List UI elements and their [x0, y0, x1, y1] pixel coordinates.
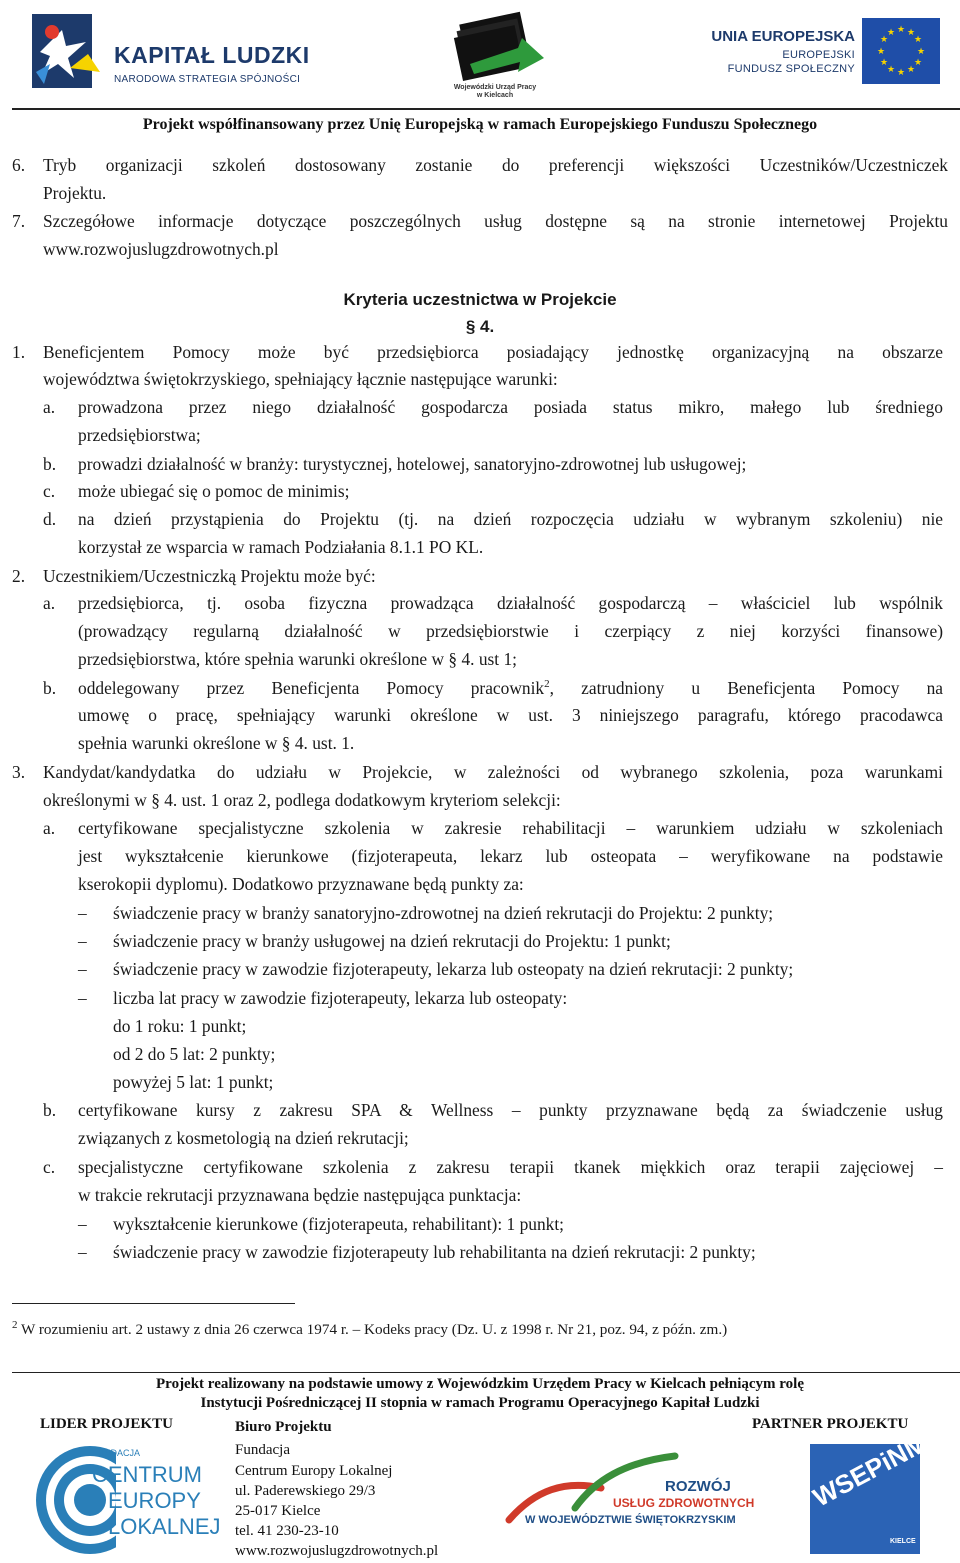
urzad-pracy-logo	[440, 8, 550, 98]
section-title: Kryteria uczestnictwa w Projekcie	[343, 290, 617, 309]
s2b-line1-b: , zatrudniony u Beneficjenta Pomocy na	[549, 678, 943, 698]
svg-text:★: ★	[913, 58, 923, 68]
item-7-number: 7.	[12, 211, 26, 231]
s1a-marker: a.	[43, 397, 56, 417]
s2a-line2: (prowadzący regularną działalność w przedsiębiorstwie i czerpiący z niej korzyści finansowe)	[78, 621, 943, 641]
urzad-pracy-line1: Wojewódzki Urząd Pracy	[453, 84, 537, 91]
item-6-number: 6.	[12, 155, 26, 175]
s1a-line2: przedsiębiorstwa;	[78, 425, 201, 445]
s3a-years-2: od 2 do 5 lat: 2 punkty;	[113, 1044, 276, 1064]
office-line-2: Centrum Europy Lokalnej	[235, 1463, 393, 1479]
s3a-dash-2: świadczenie pracy w branży usługowej na dzień rekrutacji do Projektu: 1 punkt;	[113, 931, 671, 951]
rozwoj-line2: USŁUG ZDROWOTNYCH	[613, 1496, 755, 1510]
svg-text:★: ★	[886, 65, 896, 75]
kapital-ludzki-subtitle: NARODOWA STRATEGIA SPÓJNOŚCI	[114, 74, 301, 85]
s2b-line2: umowę o pracę, spełniający warunki określone w ust. 3 niniejszego paragrafu, którego pracodawca	[78, 705, 943, 725]
office-line-5: tel. 41 230-23-10	[235, 1523, 339, 1539]
partner-label: PARTNER PROJEKTU	[752, 1416, 909, 1432]
section-number: § 4.	[465, 317, 495, 336]
s2b-line3: spełnia warunki określone w § 4. ust. 1.	[78, 733, 355, 753]
unia-europejska-title: UNIA EUROPEJSKA	[711, 28, 855, 45]
s2b-line1-a: oddelegowany przez Beneficjenta Pomocy pracownik	[78, 678, 545, 698]
kapital-ludzki-logo	[30, 12, 310, 90]
item-7-line1: Szczegółowe informacje dotyczące poszczególnych usług dostępne są na stronie internetowej Projektu	[43, 211, 948, 231]
s1-line1: Beneficjentem Pomocy może być przedsiębiorca posiadający jednostkę organizacyjną na obszarze	[43, 342, 943, 362]
s2-number: 2.	[12, 566, 26, 586]
s1d-line1: na dzień przystąpienia do Projektu (tj. na dzień rozpoczęcia udziału w wybranym szkoleniu) nie	[78, 509, 943, 529]
ceu-line4: LOKALNEJ	[108, 1514, 221, 1539]
s2-line1: Uczestnikiem/Uczestniczką Projektu może być:	[43, 566, 376, 586]
s2b-line1	[78, 677, 943, 699]
s3a-dash-4: liczba lat pracy w zawodzie fizjoterapeuty, lekarza lub osteopaty:	[113, 988, 568, 1008]
wsepinm-line1: WSEPiNM	[808, 1427, 932, 1513]
s2a-line1: przedsiębiorca, tj. osoba fizyczna prowadząca działalność gospodarczą – właściciel lub wspólnik	[78, 593, 943, 613]
footer-divider	[12, 1372, 960, 1373]
s3a-dash-1: świadczenie pracy w branży sanatoryjno-zdrowotnej na dzień rekrutacji do Projektu: 2 punkty;	[113, 903, 774, 923]
item-6-line2: Projektu.	[43, 183, 107, 203]
s1b-marker: b.	[43, 454, 57, 474]
s3a-years-3: powyżej 5 lat: 1 punkt;	[113, 1072, 274, 1092]
office-line-4: 25-017 Kielce	[235, 1503, 321, 1519]
rozwoj-line3: W WOJEWÓDZTWIE ŚWIĘTOKRZYSKIM	[525, 1514, 736, 1526]
svg-text:★: ★	[879, 58, 889, 68]
footnote	[12, 1318, 728, 1339]
s3c-line2: w trakcie rekrutacji przyznawana będzie następująca punktacja:	[78, 1185, 522, 1205]
dash-icon: –	[78, 931, 87, 951]
dash-icon: –	[78, 1242, 87, 1262]
kapital-ludzki-emblem-icon	[30, 12, 110, 90]
office-website-link[interactable]: www.rozwojuslugzdrowotnych.pl	[235, 1543, 439, 1559]
s2b-marker: b.	[43, 678, 57, 698]
svg-text:★: ★	[906, 65, 916, 75]
item-6-line1: Tryb organizacji szkoleń dostosowany zostanie do preferencji większości Uczestników/Uczestniczek	[43, 155, 948, 175]
urzad-pracy-line2: w Kielcach	[476, 92, 514, 99]
s1-line2: województwa świętokrzyskiego, spełniający łącznie następujące warunki:	[43, 369, 558, 389]
unia-fund-line2: FUNDUSZ SPOŁECZNY	[727, 63, 855, 75]
dash-icon: –	[78, 903, 87, 923]
footnote-text: W rozumieniu art. 2 ustawy z dnia 26 czerwca 1974 r. – Kodeks pracy (Dz. U. z 1998 r. Nr 21, poz. 94, z późn. zm.)	[17, 1321, 728, 1338]
dash-icon: –	[78, 988, 87, 1008]
s1c-marker: c.	[43, 481, 56, 501]
svg-text:★: ★	[896, 68, 906, 78]
s2a-line3: przedsiębiorstwa, które spełnia warunki określone w § 4. ust 1;	[78, 649, 518, 669]
ceu-line2: CENTRUM	[92, 1462, 202, 1487]
footnote-ref[interactable]: 2	[544, 678, 550, 691]
s1c-line1: może ubiegać się o pomoc de minimis;	[78, 481, 350, 501]
svg-text:★: ★	[913, 35, 923, 45]
s3b-marker: b.	[43, 1100, 57, 1120]
svg-text:★: ★	[916, 47, 926, 57]
s3a-line2: jest wykształcenie kierunkowe (fizjoterapeuta, lekarz lub osteopata – weryfikowane na podstawie	[78, 846, 943, 866]
s3c-dash-2: świadczenie pracy w zawodzie fizjoterapeuty lub rehabilitanta na dzień rekrutacji: 2 punkty;	[113, 1242, 756, 1262]
s3c-line1: specjalistyczne certyfikowane szkolenia z zakresu terapii tkanek miękkich oraz terapii zajęciowej –	[78, 1157, 943, 1177]
svg-text:★: ★	[896, 25, 906, 35]
svg-text:★: ★	[879, 35, 889, 45]
s3a-line3: kserokopii dyplomu). Dodatkowo przyznawane będą punkty za:	[78, 874, 524, 894]
footnote-number: 2	[12, 1318, 18, 1331]
s3a-line1: certyfikowane specjalistyczne szkolenia w zakresie rehabilitacji – warunkiem udziału w szkoleniach	[78, 818, 943, 838]
rozwoj-line1: ROZWÓJ	[665, 1478, 731, 1495]
office-line-1: Fundacja	[235, 1442, 290, 1458]
s3c-marker: c.	[43, 1157, 56, 1177]
s1-number: 1.	[12, 342, 26, 362]
s2a-marker: a.	[43, 593, 56, 613]
svg-text:★: ★	[876, 47, 886, 57]
ceu-line3: EUROPY	[108, 1488, 201, 1513]
unia-europejska-logo	[700, 18, 940, 88]
footnote-divider	[12, 1303, 295, 1304]
footer-caption-1: Projekt realizowany na podstawie umowy z Wojewódzkim Urzędem Pracy w Kielcach pełniącym rolę	[156, 1376, 804, 1392]
s3-number: 3.	[12, 762, 26, 782]
kapital-ludzki-title: KAPITAŁ LUDZKI	[114, 42, 310, 68]
unia-fund-line1: EUROPEJSKI	[782, 49, 855, 61]
svg-text:★: ★	[886, 28, 896, 38]
wsepinm-line2: KIELCE	[890, 1538, 916, 1545]
project-website-link[interactable]: www.rozwojuslugzdrowotnych.pl	[43, 239, 279, 259]
svg-text:★: ★	[906, 28, 916, 38]
eu-stars-icon	[862, 18, 940, 84]
urzad-pracy-emblem-icon	[440, 8, 550, 84]
centrum-europy-lokalnej-logo	[30, 1440, 221, 1558]
s3b-line2: związanych z kosmetologią na dzień rekrutacji;	[78, 1128, 409, 1148]
ceu-line1: FUNDACJA	[92, 1448, 141, 1458]
s3-line1: Kandydat/kandydatka do udziału w Projekcie, w zależności od wybranego szkolenia, poza warunkami	[43, 762, 943, 782]
s3-line2: określonymi w § 4. ust. 1 oraz 2, podlega dodatkowym kryteriom selekcji:	[43, 790, 561, 810]
header-caption: Projekt współfinansowany przez Unię Europejską w ramach Europejskiego Funduszu Społecznego	[142, 116, 818, 133]
wsepinm-logo	[790, 1427, 940, 1558]
s3a-marker: a.	[43, 818, 56, 838]
s1d-line2: korzystał ze wsparcia w ramach Podziałania 8.1.1 PO KL.	[78, 537, 484, 557]
dash-icon: –	[78, 959, 87, 979]
page-header	[0, 0, 960, 142]
dash-icon: –	[78, 1214, 87, 1234]
lider-label: LIDER PROJEKTU	[40, 1416, 173, 1432]
s3b-line1: certyfikowane kursy z zakresu SPA & Wellness – punkty przyznawane będą za świadczenie usług	[78, 1100, 943, 1120]
eu-flag-icon	[862, 18, 940, 84]
header-divider	[12, 108, 960, 110]
office-title: Biuro Projektu	[235, 1419, 332, 1435]
footer-caption-2: Instytucji Pośredniczącej II stopnia w ramach Programu Operacyjnego Kapitał Ludzki	[200, 1395, 760, 1411]
office-line-3: ul. Paderewskiego 29/3	[235, 1483, 376, 1499]
s3a-dash-3: świadczenie pracy w zawodzie fizjoterapeuty, lekarza lub osteopaty na dzień rekrutacji: 2 punkty;	[113, 959, 794, 979]
s1a-line1: prowadzona przez niego działalność gospodarcza posiada status mikro, małego lub średniego	[78, 397, 943, 417]
s3a-years-1: do 1 roku: 1 punkt;	[113, 1016, 247, 1036]
s3c-dash-1: wykształcenie kierunkowe (fizjoterapeuta, rehabilitant): 1 punkt;	[113, 1214, 565, 1234]
s1d-marker: d.	[43, 509, 57, 529]
rozwoj-uslug-zdrowotnych-logo	[505, 1450, 755, 1545]
s1b-line1: prowadzi działalność w branży: turystycznej, hotelowej, sanatoryjno-zdrowotnej lub usługowej;	[78, 454, 747, 474]
